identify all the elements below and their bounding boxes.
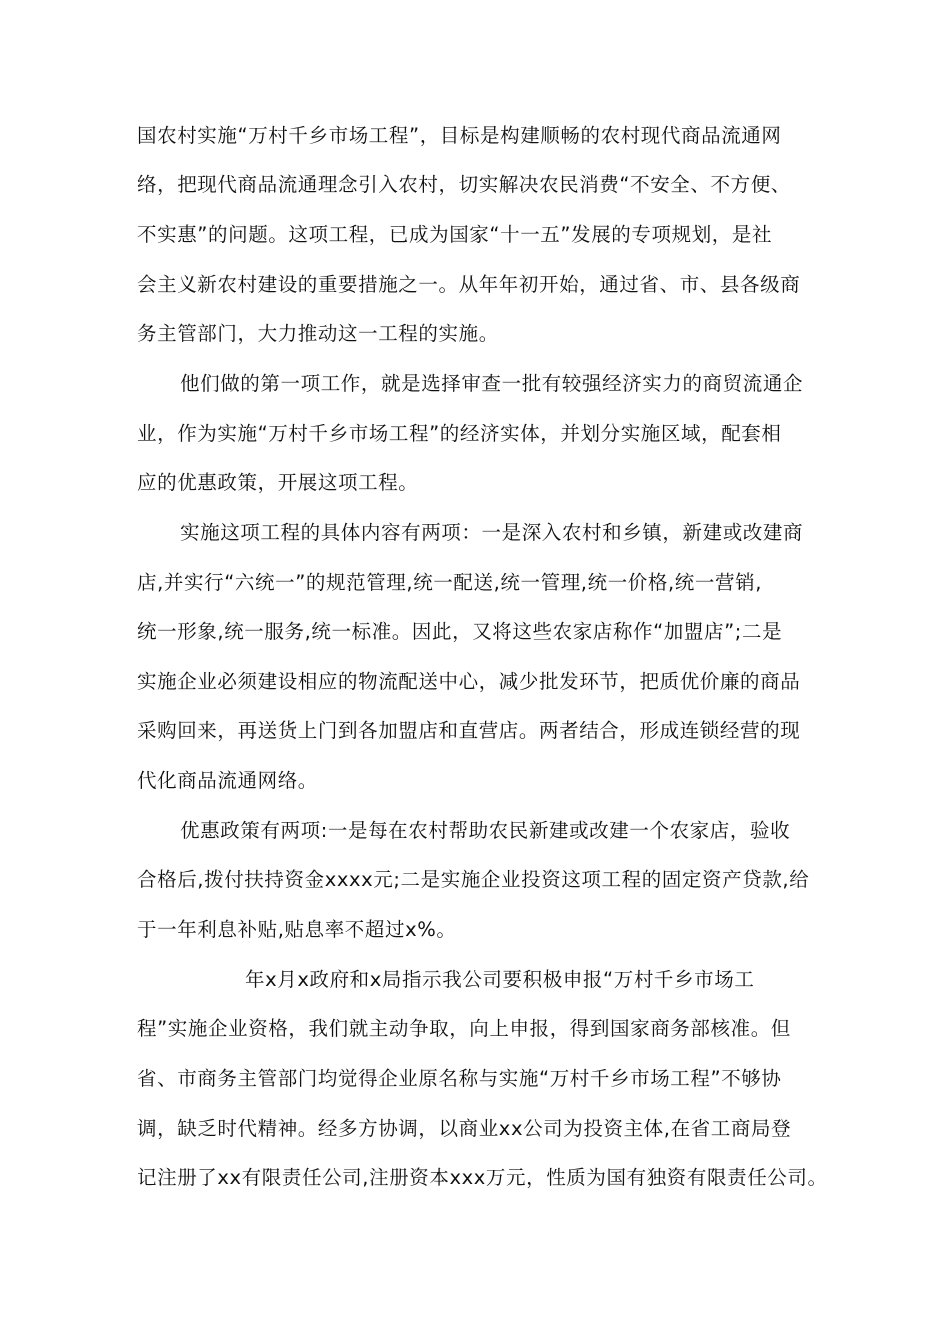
- text-line: 务主管部门，大力推动这一工程的实施。: [137, 322, 499, 345]
- text-line: 代化商品流通网络。: [137, 769, 318, 792]
- text-line: 程”实施企业资格，我们就主动争取，向上申报，得到国家商务部核准。但: [137, 1017, 791, 1040]
- text-line: 于一年利息补贴,贴息率不超过x%。: [137, 918, 457, 941]
- paragraph-start-line: 实施这项工程的具体内容有两项：一是深入农村和乡镇，新建或改建商: [180, 521, 804, 544]
- text-line: 络，把现代商品流通理念引入农村，切实解决农民消费“不安全、不方便、: [137, 173, 791, 196]
- paragraph-start-line: 优惠政策有两项:一是每在农村帮助农民新建或改建一个农家店，验收: [180, 819, 791, 842]
- text-line: 实施企业必须建设相应的物流配送中心，减少批发环节，把质优价廉的商品: [137, 670, 801, 693]
- paragraph-start-line: 他们做的第一项工作，就是选择审查一批有较强经济实力的商贸流通企: [180, 372, 804, 395]
- text-line: 会主义新农村建设的重要措施之一。从年年初开始，通过省、市、县各级商: [137, 273, 801, 296]
- text-line: 调，缺乏时代精神。经多方协调，以商业xx公司为投资主体,在省工商局登: [137, 1117, 792, 1140]
- text-line: 应的优惠政策，开展这项工程。: [137, 471, 419, 494]
- text-line: 国农村实施“万村千乡市场工程”，目标是构建顺畅的农村现代商品流通网: [137, 124, 782, 147]
- text-line: 记注册了xx有限责任公司,注册资本xxx万元，性质为国有独资有限责任公司。: [137, 1166, 828, 1189]
- text-line: 合格后,拨付扶持资金xxxx元;二是实施企业投资这项工程的固定资产贷款,给: [137, 868, 810, 891]
- text-line: 业，作为实施“万村千乡市场工程”的经济实体，并划分实施区域，配套相: [137, 422, 782, 445]
- text-line: 省、市商务主管部门均觉得企业原名称与实施“万村千乡市场工程”不够协: [137, 1067, 782, 1090]
- paragraph-start-line: 年x月x政府和x局指示我公司要积极申报“万村千乡市场工: [245, 968, 755, 991]
- text-line: 不实惠”的问题。这项工程，已成为国家“十一五”发展的专项规划，是社: [137, 223, 773, 246]
- text-line: 采购回来，再送货上门到各加盟店和直营店。两者结合，形成连锁经营的现: [137, 719, 801, 742]
- text-line: 店,并实行“六统一”的规范管理,统一配送,统一管理,统一价格,统一营销,: [137, 571, 762, 594]
- text-line: 统一形象,统一服务,统一标准。因此，又将这些农家店称作“加盟店”;二是: [137, 620, 783, 643]
